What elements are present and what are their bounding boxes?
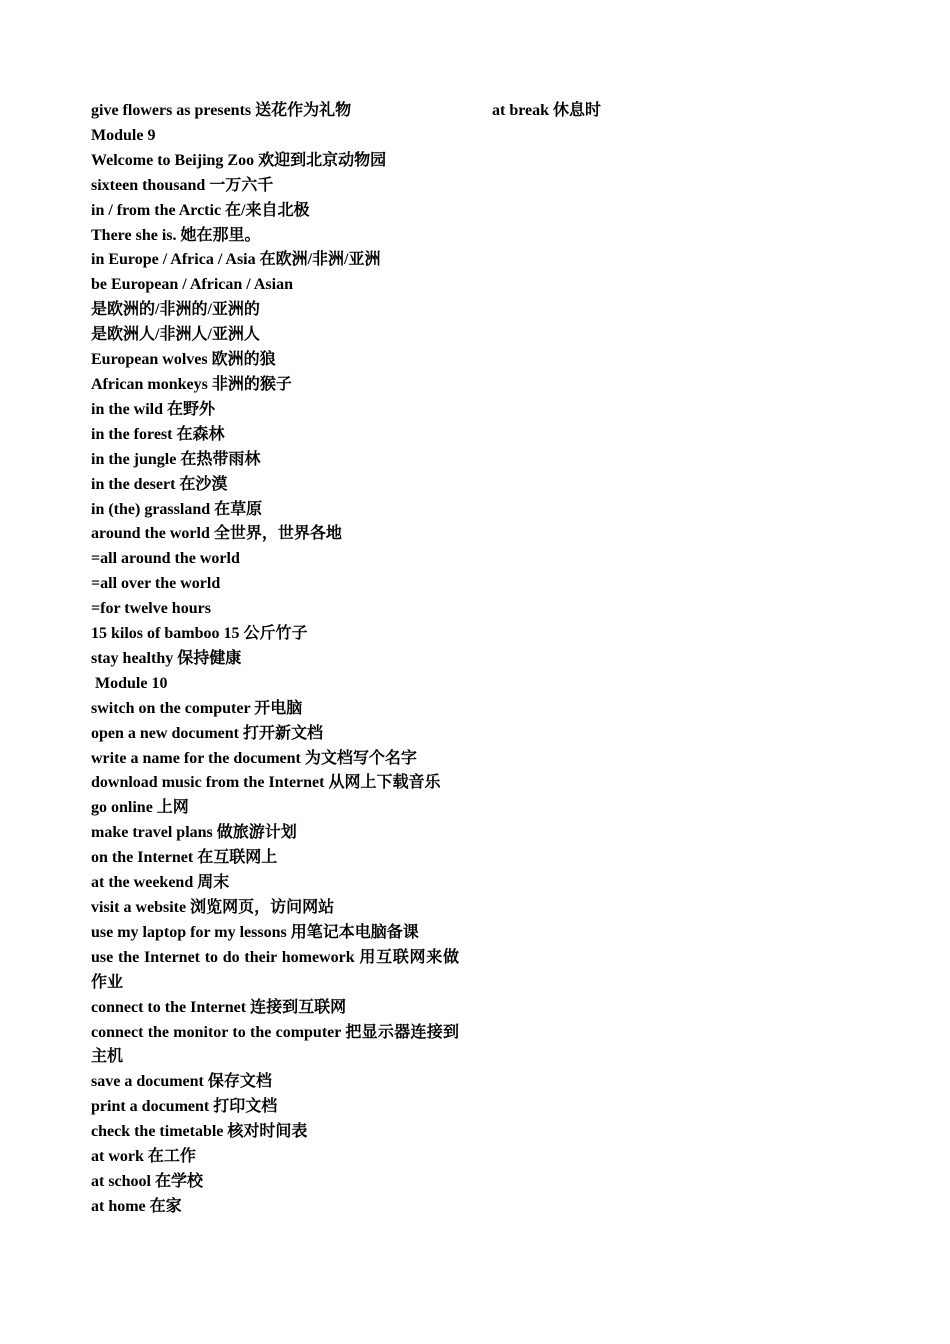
phrase-line: connect the monitor to the computer 把显示器连接到主机 — [91, 1023, 459, 1066]
phrase-line: African monkeys 非洲的猴子 — [91, 375, 292, 393]
phrase-line: =all over the world — [91, 575, 221, 593]
phrase-line: in the forest 在森林 — [91, 425, 225, 443]
phrase-line: give flowers as presents 送花作为礼物 — [91, 102, 352, 119]
phrase-line: 15 kilos of bamboo 15 公斤竹子 — [91, 625, 308, 643]
phrase-line: around the world 全世界，世界各地 — [91, 525, 342, 543]
phrase-line: in the jungle 在热带雨林 — [91, 450, 261, 468]
phrase-line: in / from the Arctic 在/来自北极 — [91, 201, 310, 219]
phrase-line: be European / African / Asian — [91, 276, 293, 294]
phrase-line: make travel plans 做旅游计划 — [91, 824, 297, 842]
phrase-line: check the timetable 核对时间表 — [91, 1123, 308, 1141]
phrase-line: =all around the world — [91, 550, 240, 568]
phrase-line: at the weekend 周末 — [91, 874, 230, 892]
phrase-line: visit a website 浏览网页，访问网站 — [91, 899, 335, 916]
phrase-line: download music from the Internet 从网上下载音乐 — [91, 774, 441, 792]
phrase-line: on the Internet 在互联网上 — [91, 849, 278, 867]
phrase-line: European wolves 欧洲的狼 — [91, 351, 276, 369]
phrase-line: in (the) grassland 在草原 — [91, 500, 263, 518]
phrase-line: go online 上网 — [91, 799, 189, 817]
phrase-line: print a document 打印文档 — [91, 1098, 278, 1116]
phrase-line: =for twelve hours — [91, 600, 211, 618]
right-column — [492, 99, 792, 124]
phrase-line: use my laptop for my lessons 用笔记本电脑备课 — [91, 923, 419, 941]
phrase-line: sixteen thousand 一万六千 — [91, 176, 274, 194]
phrase-line: save a document 保存文档 — [91, 1073, 272, 1091]
phrase-line: write a name for the document 为文档写个名字 — [91, 749, 417, 767]
left-column — [91, 99, 459, 1220]
phrase-line: in the desert 在沙漠 — [91, 475, 228, 493]
phrase-line-at-break: at break 休息时 — [492, 102, 602, 119]
phrase-line: in the wild 在野外 — [91, 400, 216, 418]
module-heading: Module 10 — [95, 674, 168, 692]
module-heading: Module 9 — [91, 126, 156, 144]
phrase-line: open a new document 打开新文档 — [91, 724, 324, 742]
phrase-line: at work 在工作 — [91, 1148, 196, 1166]
phrase-line: Welcome to Beijing Zoo 欢迎到北京动物园 — [91, 151, 387, 169]
phrase-line: connect to the Internet 连接到互联网 — [91, 998, 347, 1016]
phrase-line: There she is. 她在那里。 — [91, 226, 261, 244]
phrase-line: stay healthy 保持健康 — [91, 649, 242, 667]
phrase-line: in Europe / Africa / Asia 在欧洲/非洲/亚洲 — [91, 251, 381, 269]
phrase-line: at school 在学校 — [91, 1172, 204, 1190]
phrase-line: at home 在家 — [91, 1197, 182, 1215]
phrase-line: 是欧洲人/非洲人/亚洲人 — [91, 326, 260, 344]
phrase-line: 是欧洲的/非洲的/亚洲的 — [91, 301, 260, 319]
phrase-line: use the Internet to do their homework 用互联网来做作业 — [91, 948, 459, 991]
phrase-line: switch on the computer 开电脑 — [91, 699, 303, 717]
